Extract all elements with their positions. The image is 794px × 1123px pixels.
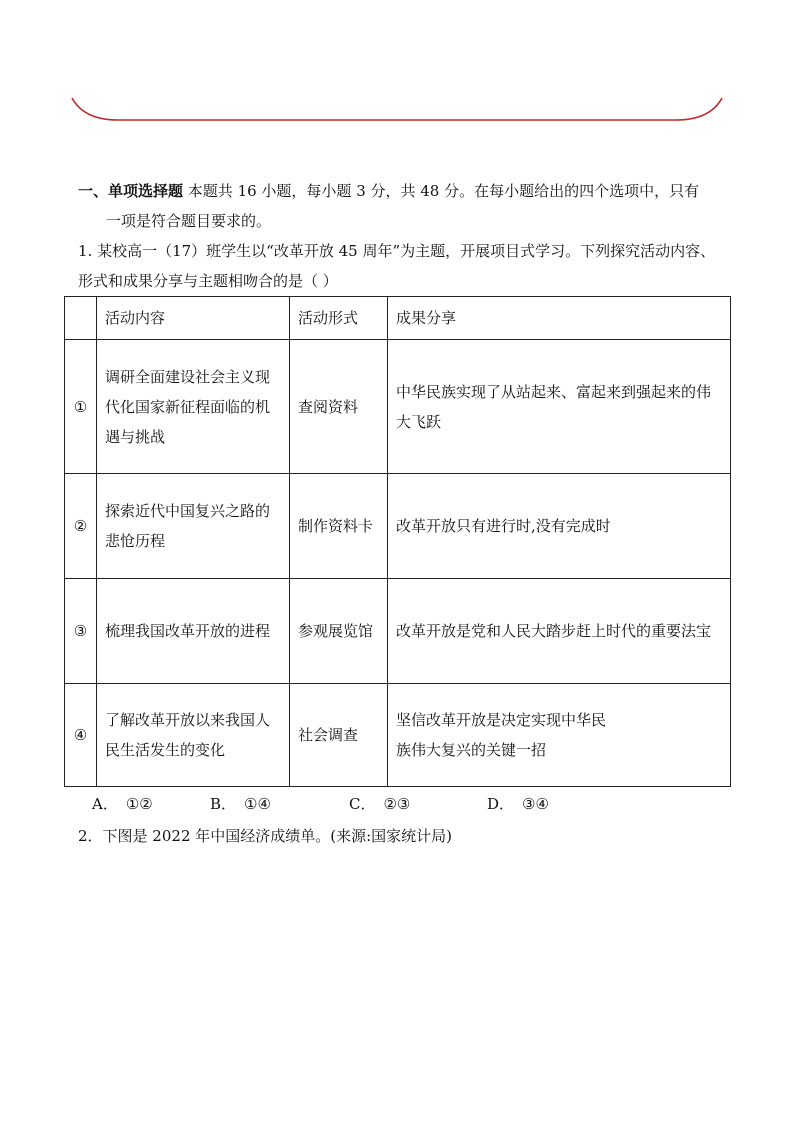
row-form: 社会调查 <box>290 684 388 787</box>
option-text: ②③ <box>383 795 411 813</box>
activity-table <box>64 296 731 787</box>
row-content: 了解改革开放以来我国人民生活发生的变化 <box>97 684 290 787</box>
section-title: 一、单项选择题 <box>78 182 184 200</box>
option-d[interactable] <box>487 792 549 816</box>
option-text: ①② <box>125 795 153 813</box>
row-index: ④ <box>65 684 97 787</box>
table-row <box>65 579 731 684</box>
question-1-stem-line2: 形式和成果分享与主题相吻合的是（ ） <box>78 272 338 290</box>
row-result: 改革开放是党和人民大踏步赶上时代的重要法宝 <box>388 579 731 684</box>
section-instructions-continued: 一项是符合题目要求的。 <box>106 212 272 230</box>
question-2-stem: 2．下图是 2022 年中国经济成绩单。(来源:国家统计局) <box>78 827 453 845</box>
row-form: 参观展览馆 <box>290 579 388 684</box>
question-1-stem-line1: 1. 某校高一（17）班学生以“改革开放 45 周年”为主题，开展项目式学习。下列探究活动内容、 <box>78 242 716 260</box>
row-result: 中华民族实现了从站起来、富起来到强起来的伟大飞跃 <box>388 340 731 474</box>
row-index: ② <box>65 474 97 579</box>
option-letter: A． <box>92 795 118 813</box>
row-index: ① <box>65 340 97 474</box>
header-decoration-curve <box>0 0 794 140</box>
section-instructions: 本题共 16 小题，每小题 3 分，共 48 分。在每小题给出的四个选项中，只有 <box>187 182 700 200</box>
option-text: ③④ <box>522 795 549 813</box>
table-header-result: 成果分享 <box>388 297 731 340</box>
table-row <box>65 684 731 787</box>
option-letter: C． <box>349 795 376 813</box>
table-row <box>65 340 731 474</box>
row-result <box>388 684 731 787</box>
row-form: 查阅资料 <box>290 340 388 474</box>
option-text: ①④ <box>244 795 271 813</box>
section-heading-line1 <box>78 176 728 206</box>
row-result: 改革开放只有进行时,没有完成时 <box>388 474 731 579</box>
row-content: 调研全面建设社会主义现代化国家新征程面临的机遇与挑战 <box>97 340 290 474</box>
table-header-row <box>65 297 731 340</box>
option-letter: B． <box>210 795 237 813</box>
option-letter: D． <box>487 795 515 813</box>
table-header-index <box>65 297 97 340</box>
section-heading <box>78 176 728 236</box>
table-header-content: 活动内容 <box>97 297 290 340</box>
option-a[interactable] <box>92 792 153 816</box>
table-header-form: 活动形式 <box>290 297 388 340</box>
row-index: ③ <box>65 579 97 684</box>
row-content: 探索近代中国复兴之路的悲怆历程 <box>97 474 290 579</box>
row-result-line1: 坚信改革开放是决定实现中华民 <box>396 711 607 729</box>
row-result-line2: 族伟大复兴的关键一招 <box>396 741 547 759</box>
row-content: 梳理我国改革开放的进程 <box>97 579 290 684</box>
table-row <box>65 474 731 579</box>
row-form: 制作资料卡 <box>290 474 388 579</box>
option-c[interactable] <box>349 792 410 816</box>
option-b[interactable] <box>210 792 271 816</box>
question-1-stem <box>78 236 738 296</box>
question-1-options <box>0 792 794 816</box>
